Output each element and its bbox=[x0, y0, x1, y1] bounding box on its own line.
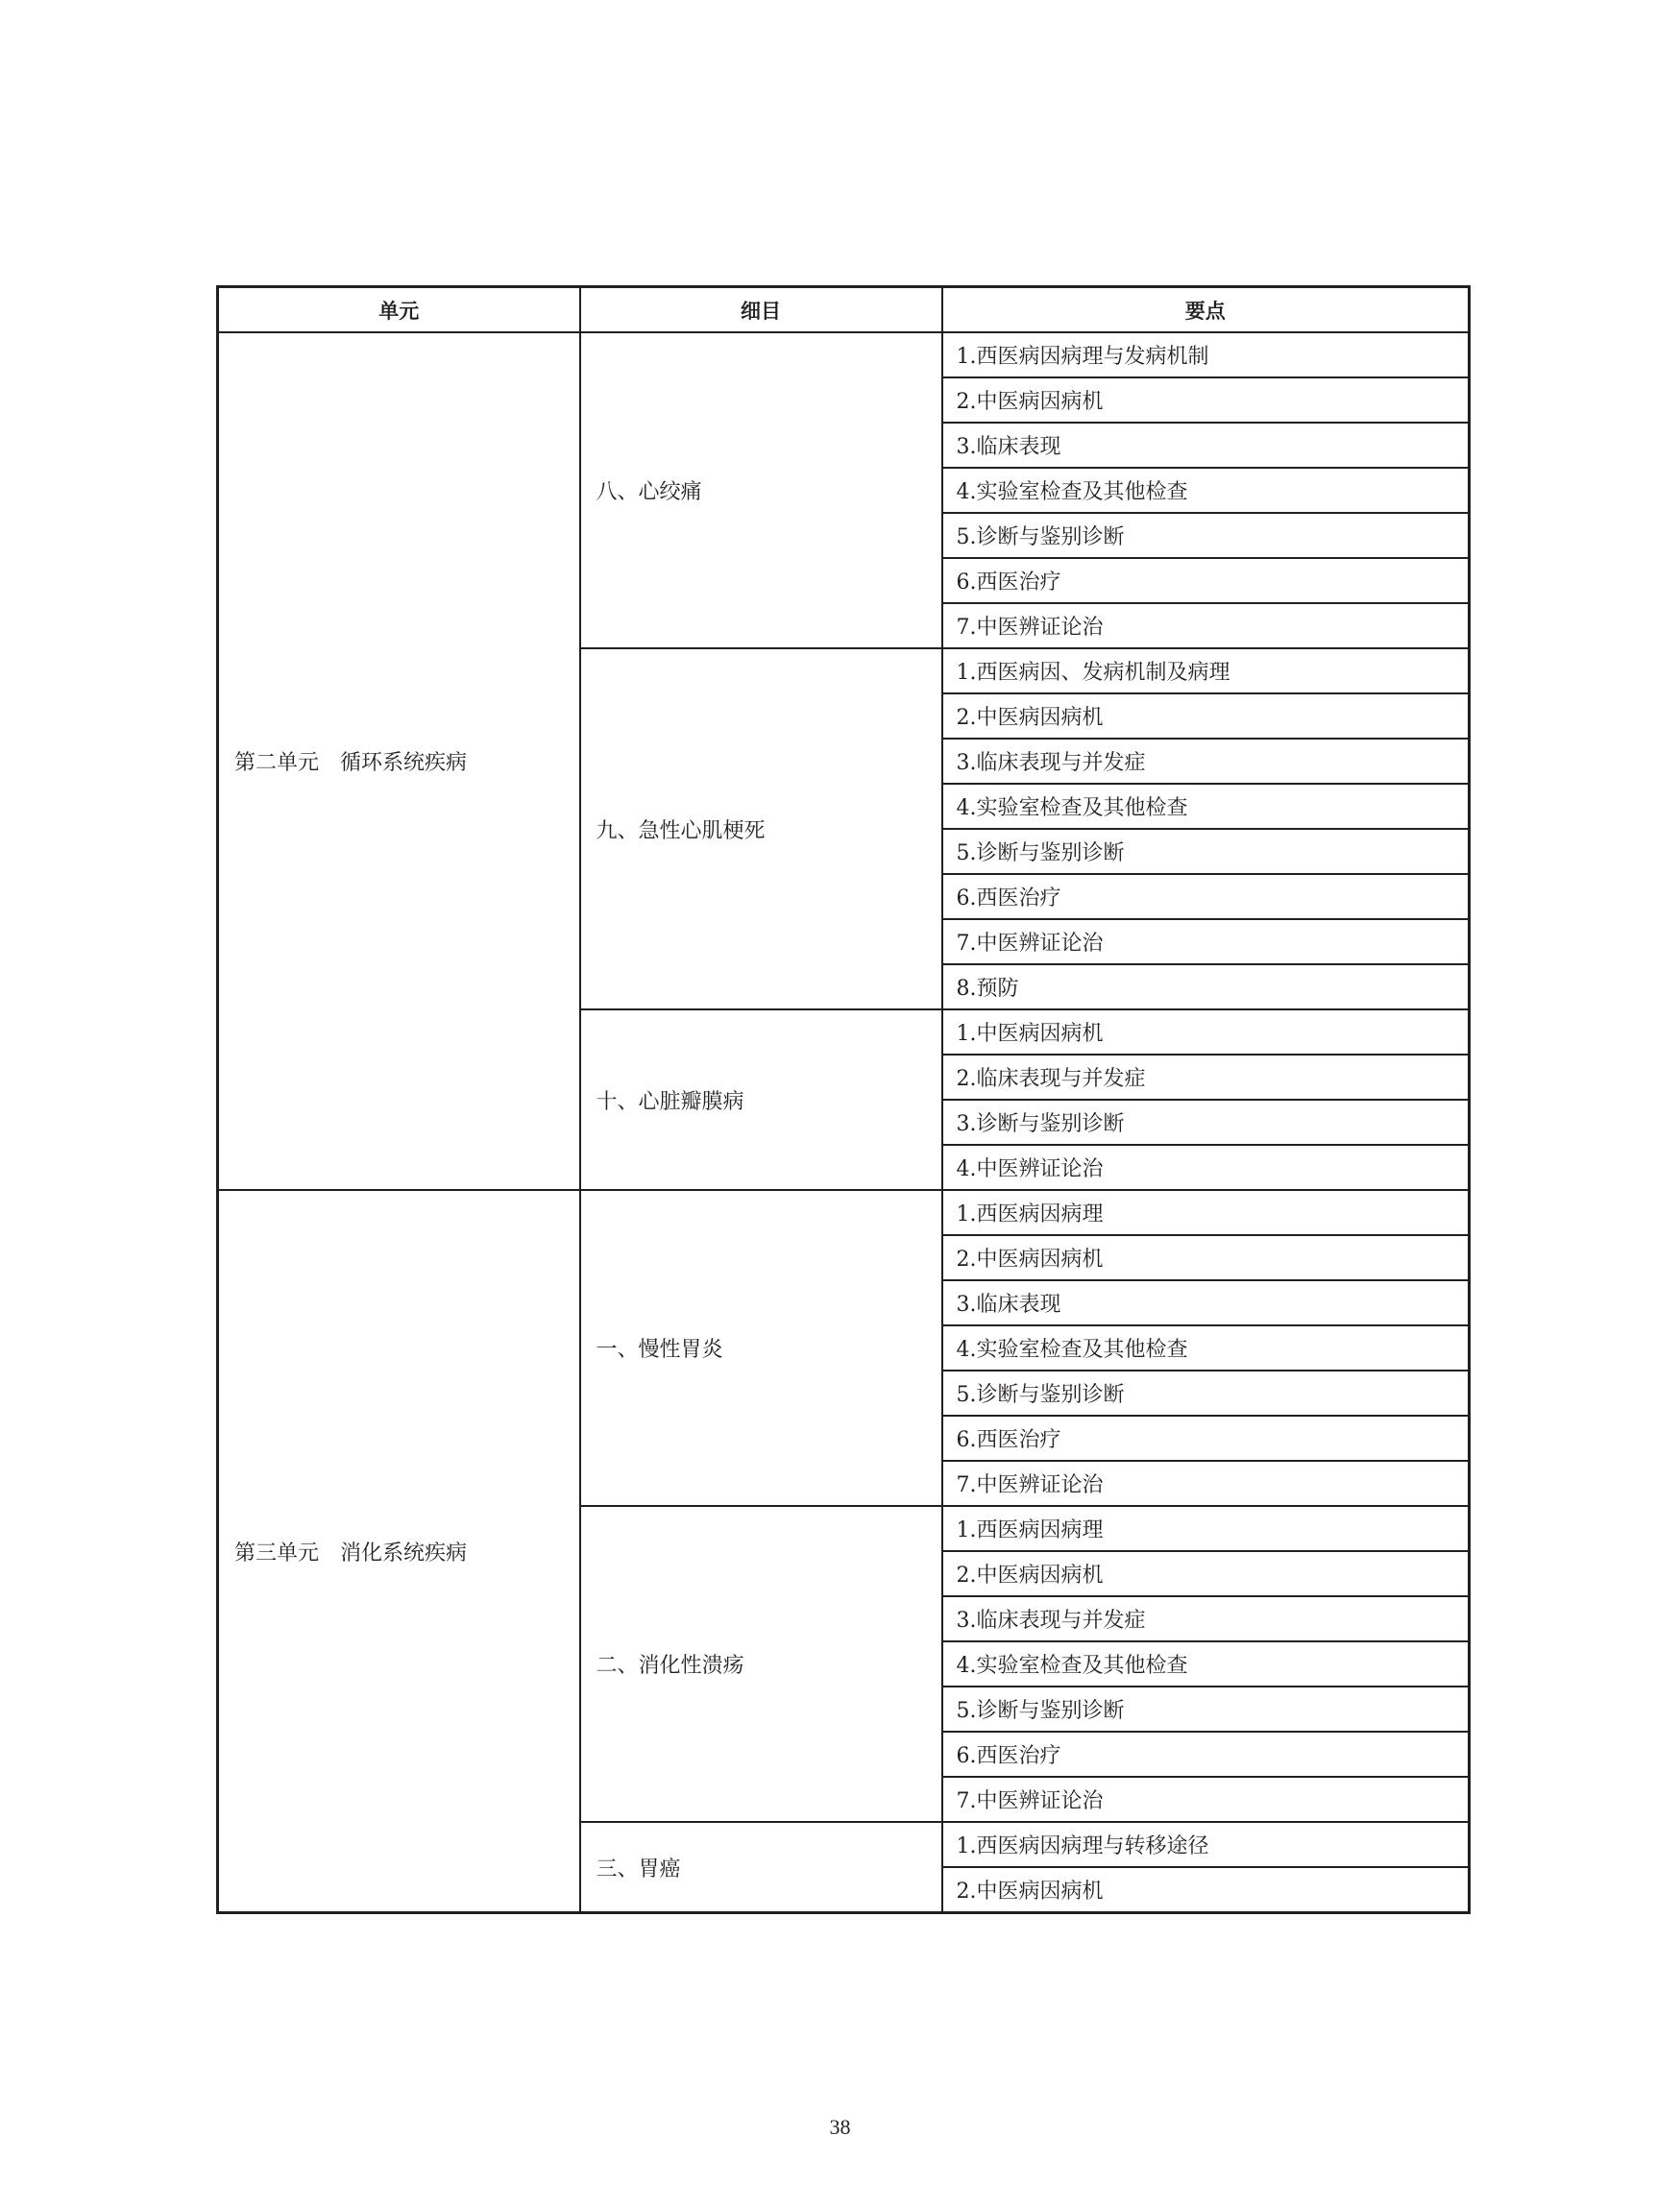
point-cell: 2.临床表现与并发症 bbox=[942, 1055, 1470, 1100]
item-cell: 九、急性心肌梗死 bbox=[580, 648, 942, 1009]
point-cell: 6.西医治疗 bbox=[942, 1732, 1470, 1777]
header-unit: 单元 bbox=[218, 287, 580, 333]
point-cell: 1.西医病因、发病机制及病理 bbox=[942, 648, 1470, 693]
table-body bbox=[218, 332, 1470, 1913]
point-cell: 5.诊断与鉴别诊断 bbox=[942, 1687, 1470, 1732]
header-item: 细目 bbox=[580, 287, 942, 333]
unit-cell: 第二单元 循环系统疾病 bbox=[218, 332, 580, 1190]
point-cell: 1.中医病因病机 bbox=[942, 1009, 1470, 1055]
table-row bbox=[218, 1190, 1470, 1235]
point-cell: 2.中医病因病机 bbox=[942, 1235, 1470, 1280]
item-cell: 二、消化性溃疡 bbox=[580, 1506, 942, 1822]
item-cell: 三、胃癌 bbox=[580, 1822, 942, 1913]
point-cell: 3.临床表现 bbox=[942, 423, 1470, 468]
point-cell: 3.临床表现与并发症 bbox=[942, 1596, 1470, 1641]
point-cell: 2.中医病因病机 bbox=[942, 1551, 1470, 1596]
point-cell: 4.实验室检查及其他检查 bbox=[942, 1325, 1470, 1371]
point-cell: 1.西医病因病理与发病机制 bbox=[942, 332, 1470, 377]
point-cell: 5.诊断与鉴别诊断 bbox=[942, 513, 1470, 558]
point-cell: 5.诊断与鉴别诊断 bbox=[942, 829, 1470, 874]
point-cell: 4.实验室检查及其他检查 bbox=[942, 468, 1470, 513]
point-cell: 1.西医病因病理 bbox=[942, 1506, 1470, 1551]
header-row bbox=[218, 287, 1470, 333]
point-cell: 1.西医病因病理与转移途径 bbox=[942, 1822, 1470, 1867]
table-row bbox=[218, 332, 1470, 377]
item-cell: 十、心脏瓣膜病 bbox=[580, 1009, 942, 1190]
point-cell: 6.西医治疗 bbox=[942, 558, 1470, 603]
point-cell: 6.西医治疗 bbox=[942, 874, 1470, 919]
item-cell: 一、慢性胃炎 bbox=[580, 1190, 942, 1506]
point-cell: 2.中医病因病机 bbox=[942, 377, 1470, 423]
syllabus-table bbox=[216, 285, 1471, 1914]
page-number: 38 bbox=[829, 2115, 851, 2139]
point-cell: 1.西医病因病理 bbox=[942, 1190, 1470, 1235]
point-cell: 2.中医病因病机 bbox=[942, 693, 1470, 739]
point-cell: 6.西医治疗 bbox=[942, 1416, 1470, 1461]
point-cell: 7.中医辨证论治 bbox=[942, 919, 1470, 964]
point-cell: 4.实验室检查及其他检查 bbox=[942, 1641, 1470, 1687]
point-cell: 8.预防 bbox=[942, 964, 1470, 1009]
point-cell: 3.临床表现 bbox=[942, 1280, 1470, 1325]
item-cell: 八、心绞痛 bbox=[580, 332, 942, 648]
point-cell: 7.中医辨证论治 bbox=[942, 1777, 1470, 1822]
point-cell: 4.中医辨证论治 bbox=[942, 1145, 1470, 1190]
header-point: 要点 bbox=[942, 287, 1470, 333]
point-cell: 3.临床表现与并发症 bbox=[942, 739, 1470, 784]
point-cell: 7.中医辨证论治 bbox=[942, 1461, 1470, 1506]
point-cell: 3.诊断与鉴别诊断 bbox=[942, 1100, 1470, 1145]
unit-cell: 第三单元 消化系统疾病 bbox=[218, 1190, 580, 1913]
point-cell: 2.中医病因病机 bbox=[942, 1867, 1470, 1913]
point-cell: 5.诊断与鉴别诊断 bbox=[942, 1371, 1470, 1416]
point-cell: 7.中医辨证论治 bbox=[942, 603, 1470, 648]
point-cell: 4.实验室检查及其他检查 bbox=[942, 784, 1470, 829]
